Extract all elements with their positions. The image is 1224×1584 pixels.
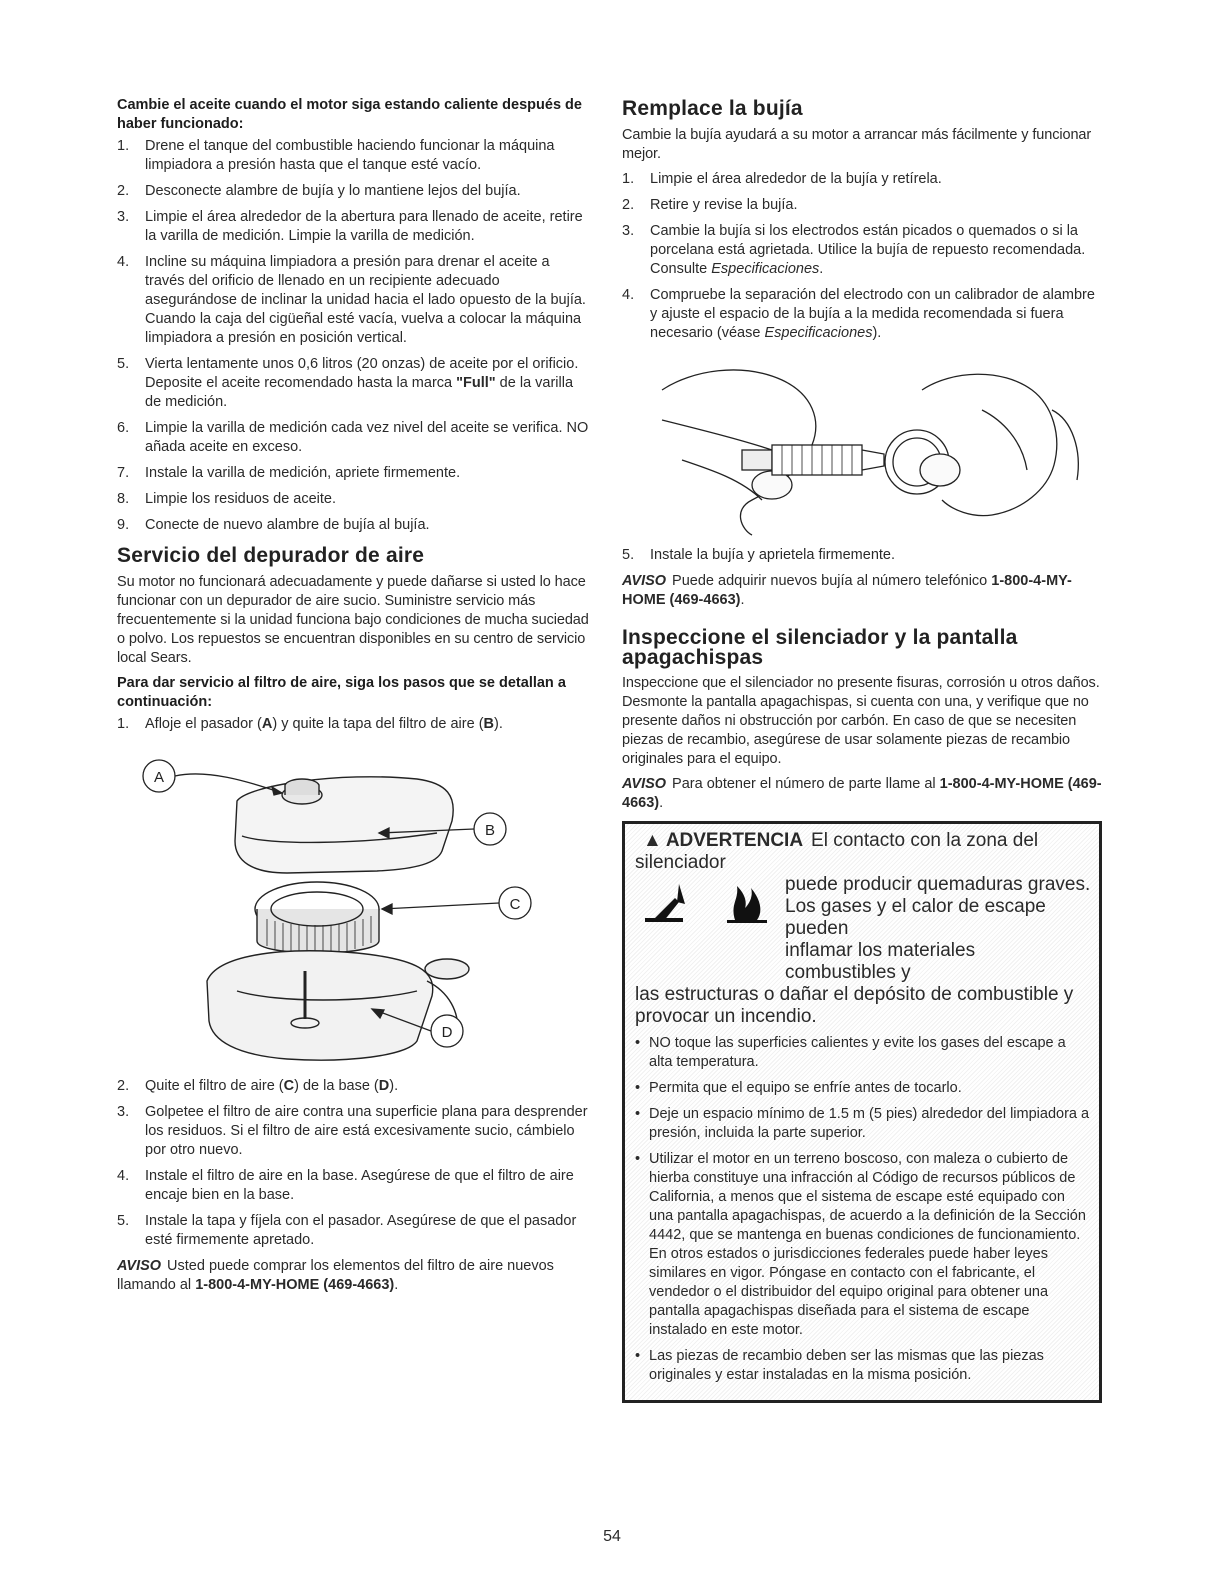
figure-label-a: A xyxy=(153,769,165,786)
list-item: 2. Desconecte alambre de bujía y lo mantiene lejos del bujía. xyxy=(117,183,521,199)
warning-line: provocar un incendio. xyxy=(635,1006,817,1027)
spark-plug-paragraph: Cambie la bujía ayudará a su motor a arrancar más fácilmente y funcionar mejor. xyxy=(622,127,1092,162)
warning-line: las estructuras o dañar el depósito de combustible y xyxy=(635,984,1074,1005)
spark-plug-steps xyxy=(622,170,1102,343)
oil-change-steps xyxy=(117,137,591,535)
air-cleaner-heading: Servicio del depurador de aire xyxy=(117,544,425,567)
warning-line: inflamar los materiales combustibles y xyxy=(785,940,976,983)
list-item: 5. Instale la bujía y aprietela firmemente. xyxy=(622,547,896,563)
air-cleaner-steps-b xyxy=(117,1077,591,1250)
left-column xyxy=(117,96,591,1303)
list-item: 6. Limpie la varilla de medición cada vez nivel del aceite se verifica. NO añada aceite en exceso. xyxy=(117,420,589,455)
air-filter-illustration xyxy=(117,741,591,1071)
warning-line: puede producir quemaduras graves. xyxy=(785,874,1091,895)
aviso-air-filter: AVISO Usted puede comprar los elementos del filtro de aire nuevos llamando al 1-800-4-MY-HOME (469-4663). xyxy=(117,1258,554,1293)
warning-text-block xyxy=(785,874,1091,984)
list-item: • Permita que el equipo se enfríe antes de tocarlo. xyxy=(635,1079,1091,1098)
spark-plug-gap-illustration xyxy=(622,350,1102,540)
list-item: 4. Incline su máquina limpiadora a presión para drenar el aceite a través del orificio de llenado en un recipiente adecuado asegurándose de inclinar la unidad hacia el lado opuesto de la bujía. Cuando la caja del cigüeñal esté vacía, vuelva a colocar la máquina limpiadora a presión en posición vertical. xyxy=(117,254,586,346)
list-item: 5. Vierta lentamente unos 0,6 litros (20 onzas) de aceite por el orificio. Deposite el aceite recomendado hasta la marca "Full" de la varilla de medición. xyxy=(117,356,579,410)
list-item: • NO toque las superficies calientes y evite los gases del escape a alta temperatura. xyxy=(635,1034,1091,1072)
list-item: 3. Cambie la bujía si los electrodos están picados o quemados o si la porcelana está agrietada. Utilice la bujía de repuesto recomendada. Consulte Especificaciones. xyxy=(622,223,1086,277)
list-item: • Deje un espacio mínimo de 1.5 m (5 pies) alrededor del limpiadora a presión, incluida la parte superior. xyxy=(635,1105,1091,1143)
spark-plug-step-5 xyxy=(622,546,1102,565)
list-item: 3. Limpie el área alrededor de la abertura para llenado de aceite, retire la varilla de medición. Limpie la varilla de medición. xyxy=(117,209,583,244)
list-item: 4. Compruebe la separación del electrodo con un calibrador de alambre y ajuste el espacio de la bujía a la medida recomendada si fuera necesario (véase Especificaciones). xyxy=(622,287,1095,341)
muffler-heading: Inspeccione el silenciador y la pantalla apagachispas xyxy=(622,626,1018,669)
oil-change-intro: Cambie el aceite cuando el motor siga estando caliente después de haber funcionado: xyxy=(117,97,582,132)
muffler-paragraph: Inspeccione que el silenciador no presente fisuras, corrosión u otros daños. Desmonte la pantalla apagachispas, si cuenta con una, y verifique que no presente daños ni obstrucción por carbón. En caso de que se necesiten piezas de recambio, asegúrese de usar solamente piezas de recambio originales para el equipo. xyxy=(622,675,1100,767)
warning-box xyxy=(622,821,1102,1403)
page-number: 54 xyxy=(603,1528,621,1545)
figure-label-b: B xyxy=(484,822,496,839)
spark-plug-heading: Remplace la bujía xyxy=(622,97,803,120)
right-column xyxy=(622,96,1102,1403)
figure-label-c: C xyxy=(509,896,521,913)
list-item: 9. Conecte de nuevo alambre de bujía al bujía. xyxy=(117,517,430,533)
warning-title-line: ▲ ADVERTENCIA El contacto con la zona del silenciador xyxy=(635,830,1039,873)
aviso-part-number: AVISO Para obtener el número de parte llame al 1-800-4-MY-HOME (469-4663). xyxy=(622,776,1102,811)
warning-triangle-icon: ▲ xyxy=(643,830,662,851)
aviso-spark-plug: AVISO Puede adquirir nuevos bujía al número telefónico 1-800-4-MY-HOME (469-4663). xyxy=(622,573,1072,608)
list-item: • Utilizar el motor en un terreno boscoso, con maleza o cubierto de hierba constituye una infracción al Código de recursos públicos de California, a menos que el sistema de escape esté equipado con una pantalla apagachispas, de acuerdo a la definición de la Sección 4442, que se mantenga en buenas condiciones de funcionamiento. En otros estados o jurisdicciones federales puede haber leyes similares en vigor. Póngase en contacto con el fabricante, el vendedor o el distribuidor del equipo original para obtener una pantalla apagachispas diseñada para el sistema de escape instalado en este motor. xyxy=(635,1150,1091,1340)
air-cleaner-paragraph: Su motor no funcionará adecuadamente y puede dañarse si usted lo hace funcionar con un depurador de aire sucio. Suministre servicio más frecuentemente si la unidad funciona bajo condiciones de mucha suciedad o polvo. Los repuestos se encuentran disponibles en su centro de servicio local Sears. xyxy=(117,574,589,666)
list-item: 7. Instale la varilla de medición, apriete firmemente. xyxy=(117,465,461,481)
list-item: 4. Instale el filtro de aire en la base. Asegúrese de que el filtro de aire encaje bien en la base. xyxy=(117,1168,574,1203)
figure-label-d: D xyxy=(441,1024,453,1041)
warning-icons-row xyxy=(635,874,1091,984)
list-item: 1. Afloje el pasador (A) y quite la tapa del filtro de aire (B). xyxy=(117,716,503,732)
list-item: 5. Instale la tapa y fíjela con el pasador. Asegúrese de que el pasador esté firmemente apretado. xyxy=(117,1213,577,1248)
air-cleaner-steps-a xyxy=(117,715,591,734)
list-item: 2. Retire y revise la bujía. xyxy=(622,197,798,213)
list-item: 8. Limpie los residuos de aceite. xyxy=(117,491,337,507)
warning-line: Los gases y el calor de escape pueden xyxy=(785,896,1046,939)
list-item: 1. Limpie el área alrededor de la bujía y retírela. xyxy=(622,171,942,187)
list-item: • Las piezas de recambio deben ser las mismas que las piezas originales y estar instaladas en la misma posición. xyxy=(635,1347,1091,1385)
hot-surface-fire-icons xyxy=(635,874,785,926)
list-item: 1. Drene el tanque del combustible haciendo funcionar la máquina limpiadora a presión hasta que el tanque esté vacío. xyxy=(117,138,555,173)
air-cleaner-subhead: Para dar servicio al filtro de aire, siga los pasos que se detallan a continuación: xyxy=(117,675,566,710)
warning-bullets xyxy=(635,1034,1091,1385)
list-item: 2. Quite el filtro de aire (C) de la base (D). xyxy=(117,1078,399,1094)
list-item: 3. Golpetee el filtro de aire contra una superficie plana para desprender los residuos. Si el filtro de aire está excesivamente sucio, cámbielo por otro nuevo. xyxy=(117,1104,588,1158)
